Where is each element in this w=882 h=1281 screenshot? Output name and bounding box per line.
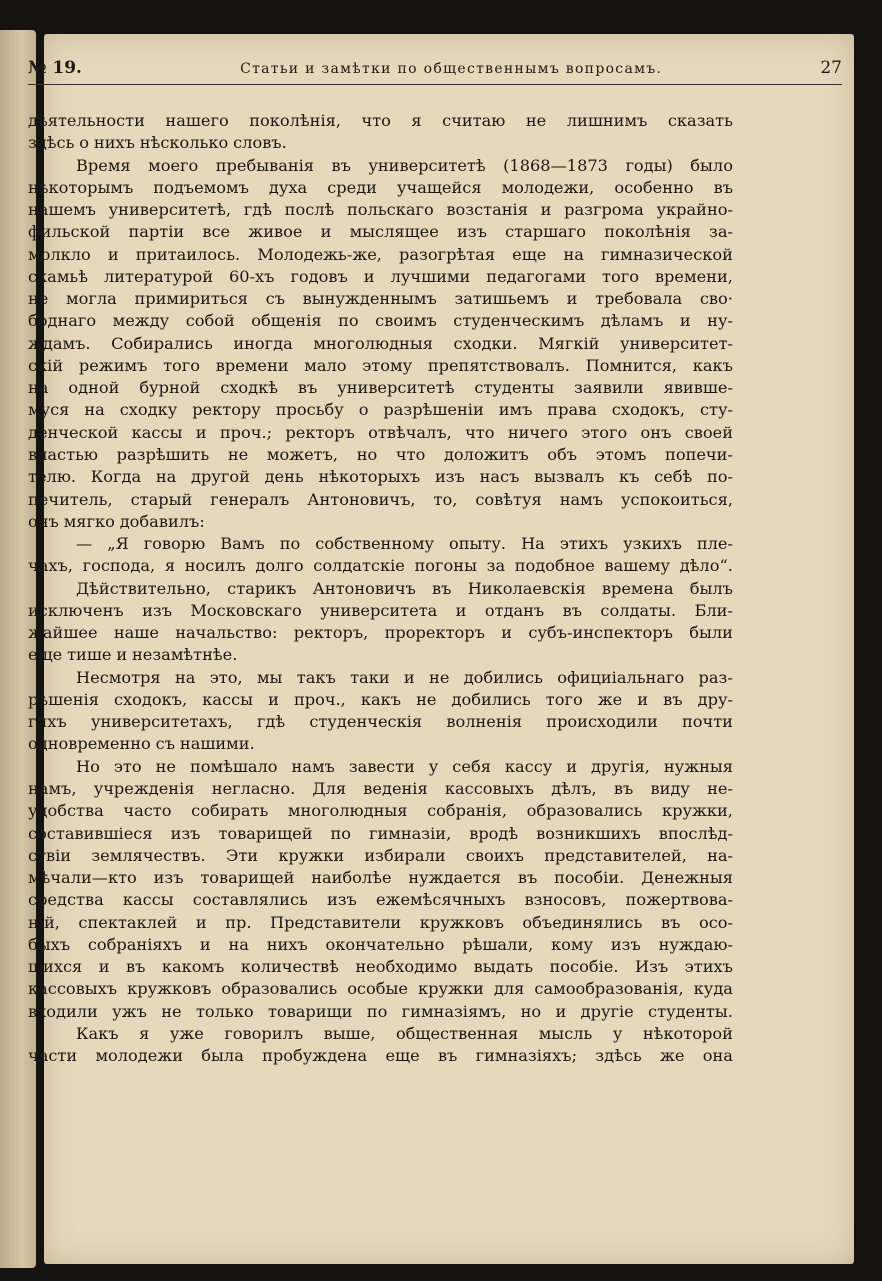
text-line: еще тише и незамѣтнѣе. xyxy=(28,645,238,665)
text-line: нѣкоторымъ подъемомъ духа среди учащейся молодежи, особенно въ xyxy=(28,177,733,197)
text-line: скій режимъ того времени мало этому препятствовалъ. Помнится, какъ xyxy=(28,355,733,375)
text-line: Дѣйствительно, старикъ Антоновичъ въ Николаевскія времена былъ xyxy=(76,578,733,598)
text-line: нашемъ университетѣ, гдѣ послѣ польскаго возстанія и разгрома украйно- xyxy=(28,200,733,220)
text-line: властью разрѣшить не можетъ, но что доложитъ объ этомъ попечи- xyxy=(28,444,733,464)
text-line: боднаго между собой общенія по своимъ студенческимъ дѣламъ и ну- xyxy=(28,311,733,331)
text-line: средства кассы составлялись изъ ежемѣсячныхъ взносовъ, пожертвова- xyxy=(28,890,733,910)
text-line: мѣчали—кто изъ товарищей наиболѣе нуждается въ пособіи. Денежныя xyxy=(28,868,733,888)
text-line: удобства часто собирать многолюдныя собранія, образовались кружки, xyxy=(28,801,733,821)
text-line: дѣятельности нашего поколѣнія, что я считаю не лишнимъ сказать xyxy=(28,111,733,130)
text-line: Но это не помѣшало намъ завести у себя кассу и другія, нужныя xyxy=(76,756,733,776)
text-line: телю. Когда на другой день нѣкоторыхъ изъ насъ вызвалъ къ себѣ по- xyxy=(28,467,733,487)
page-number: 27 xyxy=(820,58,842,78)
text-line: на одной бурной сходкѣ въ университетѣ студенты заявили явивше- xyxy=(28,378,733,398)
text-line: ній, спектаклей и пр. Представители кружковъ объединялись въ осо- xyxy=(28,912,733,932)
text-line: здѣсь о нихъ нѣсколько словъ. xyxy=(28,133,287,153)
body-text xyxy=(28,110,733,1067)
text-line: чахъ, господа, я носилъ долго солдатскіе погоны за подобное вашему дѣло“. xyxy=(28,556,733,576)
text-line: — „Я говорю Вамъ по собственному опыту. На этихъ узкихъ пле- xyxy=(76,534,733,554)
text-line: не могла примириться съ вынужденнымъ затишьемъ и требовала сво· xyxy=(28,289,733,309)
text-line: входили ужъ не только товарищи по гимназіямъ, но и другіе студенты. xyxy=(28,1001,733,1021)
text-line: ствіи землячествъ. Эти кружки избирали своихъ представителей, на- xyxy=(28,845,733,865)
text-line: муся на сходку ректору просьбу о разрѣшеніи имъ права сходокъ, сту- xyxy=(28,400,733,420)
text-line: щихся и въ какомъ количествѣ необходимо выдать пособіе. Изъ этихъ xyxy=(28,957,733,977)
text-line: кассовыхъ кружковъ образовались особые кружки для самообразованія, куда xyxy=(28,979,733,999)
running-title: Статьи и замѣтки по общественнымъ вопросамъ. xyxy=(240,61,663,77)
text-line: одновременно съ нашими. xyxy=(28,734,255,754)
text-line: части молодежи была пробуждена еще въ гимназіяхъ; здѣсь же она xyxy=(28,1046,733,1066)
text-line: печитель, старый генералъ Антоновичъ, то, совѣтуя намъ успокоиться, xyxy=(28,489,733,509)
running-header xyxy=(28,58,842,84)
text-line: Несмотря на это, мы такъ таки и не добились официіальнаго раз- xyxy=(76,667,733,687)
text-line: гихъ университетахъ, гдѣ студенческія волненія происходили почти xyxy=(28,712,733,732)
text-line: молкло и притаилось. Молодежь-же, разогрѣтая еще на гимназической xyxy=(28,244,733,264)
text-line: исключенъ изъ Московскаго университета и отданъ въ солдаты. Бли- xyxy=(28,600,733,620)
text-line: скамьѣ литературой 60-хъ годовъ и лучшими педагогами того времени, xyxy=(28,266,733,286)
text-line: денческой кассы и проч.; ректоръ отвѣчалъ, что ничего этого онъ своей xyxy=(28,422,733,442)
text-line: Время моего пребыванія въ университетѣ (1868—1873 годы) было xyxy=(76,155,733,175)
text-line: намъ, учрежденія негласно. Для веденія кассовыхъ дѣлъ, въ виду не- xyxy=(28,778,733,798)
text-line: ждамъ. Собирались иногда многолюдныя сходки. Мягкій университет- xyxy=(28,333,733,353)
text-line: онъ мягко добавилъ: xyxy=(28,511,205,531)
text-line: быхъ собраніяхъ и на нихъ окончательно рѣшали, кому изъ нуждаю- xyxy=(28,934,733,954)
text-line: фильской партіи все живое и мыслящее изъ старшаго поколѣнія за- xyxy=(28,222,733,242)
issue-number: № 19. xyxy=(28,58,82,78)
text-line: составившіеся изъ товарищей по гимназіи, вродѣ возникшихъ впослѣд- xyxy=(28,823,733,843)
text-line: жайшее наше начальство: ректоръ, проректоръ и субъ-инспекторъ были xyxy=(28,623,733,643)
text-line: Какъ я уже говорилъ выше, общественная мысль у нѣкоторой xyxy=(76,1023,733,1043)
text-line: рѣшенія сходокъ, кассы и проч., какъ не добились того же и въ дру- xyxy=(28,689,733,709)
header-rule xyxy=(28,84,842,85)
